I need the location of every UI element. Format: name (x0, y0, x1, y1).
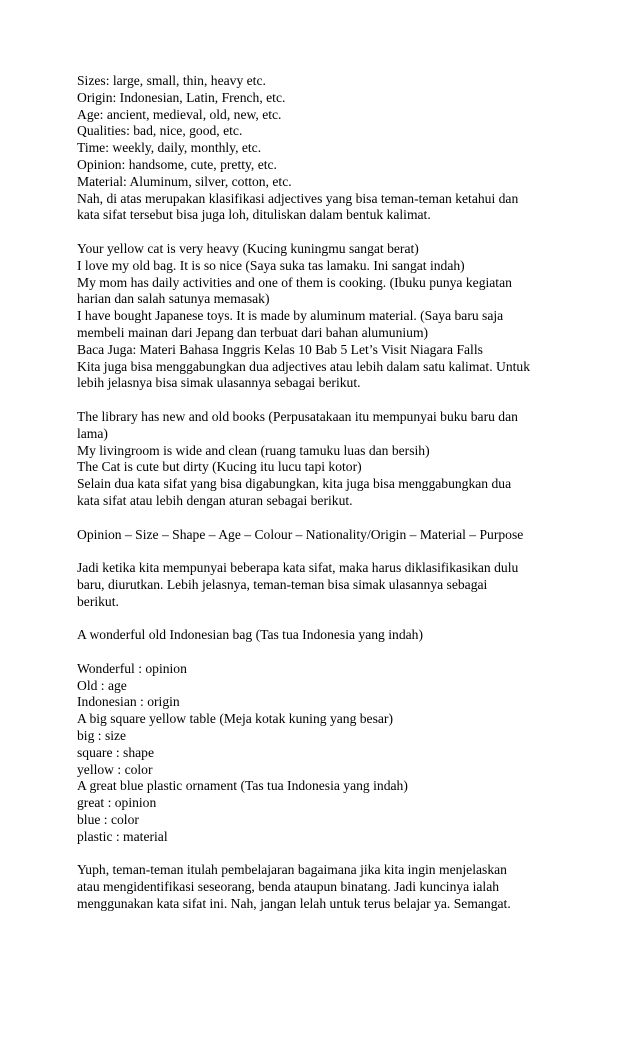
paragraph (77, 409, 567, 510)
text-line: harian dan salah satunya memasak) (77, 291, 270, 307)
text-line: My mom has daily activities and one of them is cooking. (Ibuku punya kegiatan (77, 274, 512, 290)
text-line: Opinion – Size – Shape – Age – Colour – Nationality/Origin – Material – Purpose (77, 526, 524, 542)
text-line: Yuph, teman-teman itulah pembelajaran bagaimana jika kita ingin menjelaskan (77, 862, 507, 878)
text-line: Wonderful : opinion (77, 660, 187, 676)
text-line: Opinion: handsome, cute, pretty, etc. (77, 156, 277, 172)
text-line: atau mengidentifikasi seseorang, benda ataupun binatang. Jadi kuncinya ialah (77, 879, 500, 895)
paragraph (77, 527, 567, 544)
text-line: Qualities: bad, nice, good, etc. (77, 123, 243, 139)
paragraph (77, 627, 567, 644)
text-line: Indonesian : origin (77, 694, 180, 710)
text-line: The library has new and old books (Perpusatakaan itu mempunyai buku baru dan (77, 408, 518, 424)
text-line: Old : age (77, 677, 127, 693)
paragraph (77, 862, 567, 912)
text-line: The Cat is cute but dirty (Kucing itu lucu tapi kotor) (77, 459, 362, 475)
text-line: Kita juga bisa menggabungkan dua adjectives atau lebih dalam satu kalimat. Untuk (77, 358, 530, 374)
text-line: Age: ancient, medieval, old, new, etc. (77, 106, 282, 122)
text-line: Material: Aluminum, silver, cotton, etc. (77, 173, 292, 189)
text-line: Your yellow cat is very heavy (Kucing kuningmu sangat berat) (77, 240, 419, 256)
text-line: square : shape (77, 744, 155, 760)
paragraph (77, 661, 567, 846)
text-line: membeli mainan dari Jepang dan terbuat dari bahan alumunium) (77, 324, 429, 340)
text-line: big : size (77, 728, 127, 744)
paragraph (77, 241, 567, 392)
text-line: menggunakan kata sifat ini. Nah, jangan lelah untuk terus belajar ya. Semangat. (77, 896, 511, 912)
text-line: I love my old bag. It is so nice (Saya suka tas lamaku. Ini sangat indah) (77, 257, 465, 273)
text-line: A great blue plastic ornament (Tas tua Indonesia yang indah) (77, 778, 408, 794)
text-line: blue : color (77, 812, 139, 828)
text-line: kata sifat atau lebih dengan aturan sebagai berikut. (77, 492, 353, 508)
text-line: plastic : material (77, 828, 168, 844)
text-line: great : opinion (77, 795, 157, 811)
text-line: Baca Juga: Materi Bahasa Inggris Kelas 10 Bab 5 Let’s Visit Niagara Falls (77, 341, 483, 357)
text-line: A big square yellow table (Meja kotak kuning yang besar) (77, 711, 393, 727)
text-line: Sizes: large, small, thin, heavy etc. (77, 73, 266, 88)
text-line: lama) (77, 425, 108, 441)
text-line: berikut. (77, 593, 119, 609)
text-line: Nah, di atas merupakan klasifikasi adjectives yang bisa teman-teman ketahui dan (77, 190, 519, 206)
text-line: My livingroom is wide and clean (ruang tamuku luas dan bersih) (77, 442, 430, 458)
text-line: A wonderful old Indonesian bag (Tas tua Indonesia yang indah) (77, 627, 423, 643)
text-line: Time: weekly, daily, monthly, etc. (77, 140, 262, 156)
text-line: I have bought Japanese toys. It is made by aluminum material. (Saya baru saja (77, 308, 504, 324)
text-line: Jadi ketika kita mempunyai beberapa kata sifat, maka harus diklasifikasikan dulu (77, 560, 519, 576)
text-line: lebih jelasnya bisa simak ulasannya sebagai berikut. (77, 375, 361, 391)
text-line: yellow : color (77, 761, 153, 777)
text-line: Selain dua kata sifat yang bisa digabungkan, kita juga bisa menggabungkan dua (77, 476, 512, 492)
document-body (77, 73, 567, 913)
text-line: kata sifat tersebut bisa juga loh, dituliskan dalam bentuk kalimat. (77, 207, 431, 223)
text-line: Origin: Indonesian, Latin, French, etc. (77, 89, 286, 105)
paragraph (77, 73, 567, 224)
text-line: baru, diurutkan. Lebih jelasnya, teman-teman bisa simak ulasannya sebagai (77, 576, 488, 592)
paragraph (77, 560, 567, 610)
